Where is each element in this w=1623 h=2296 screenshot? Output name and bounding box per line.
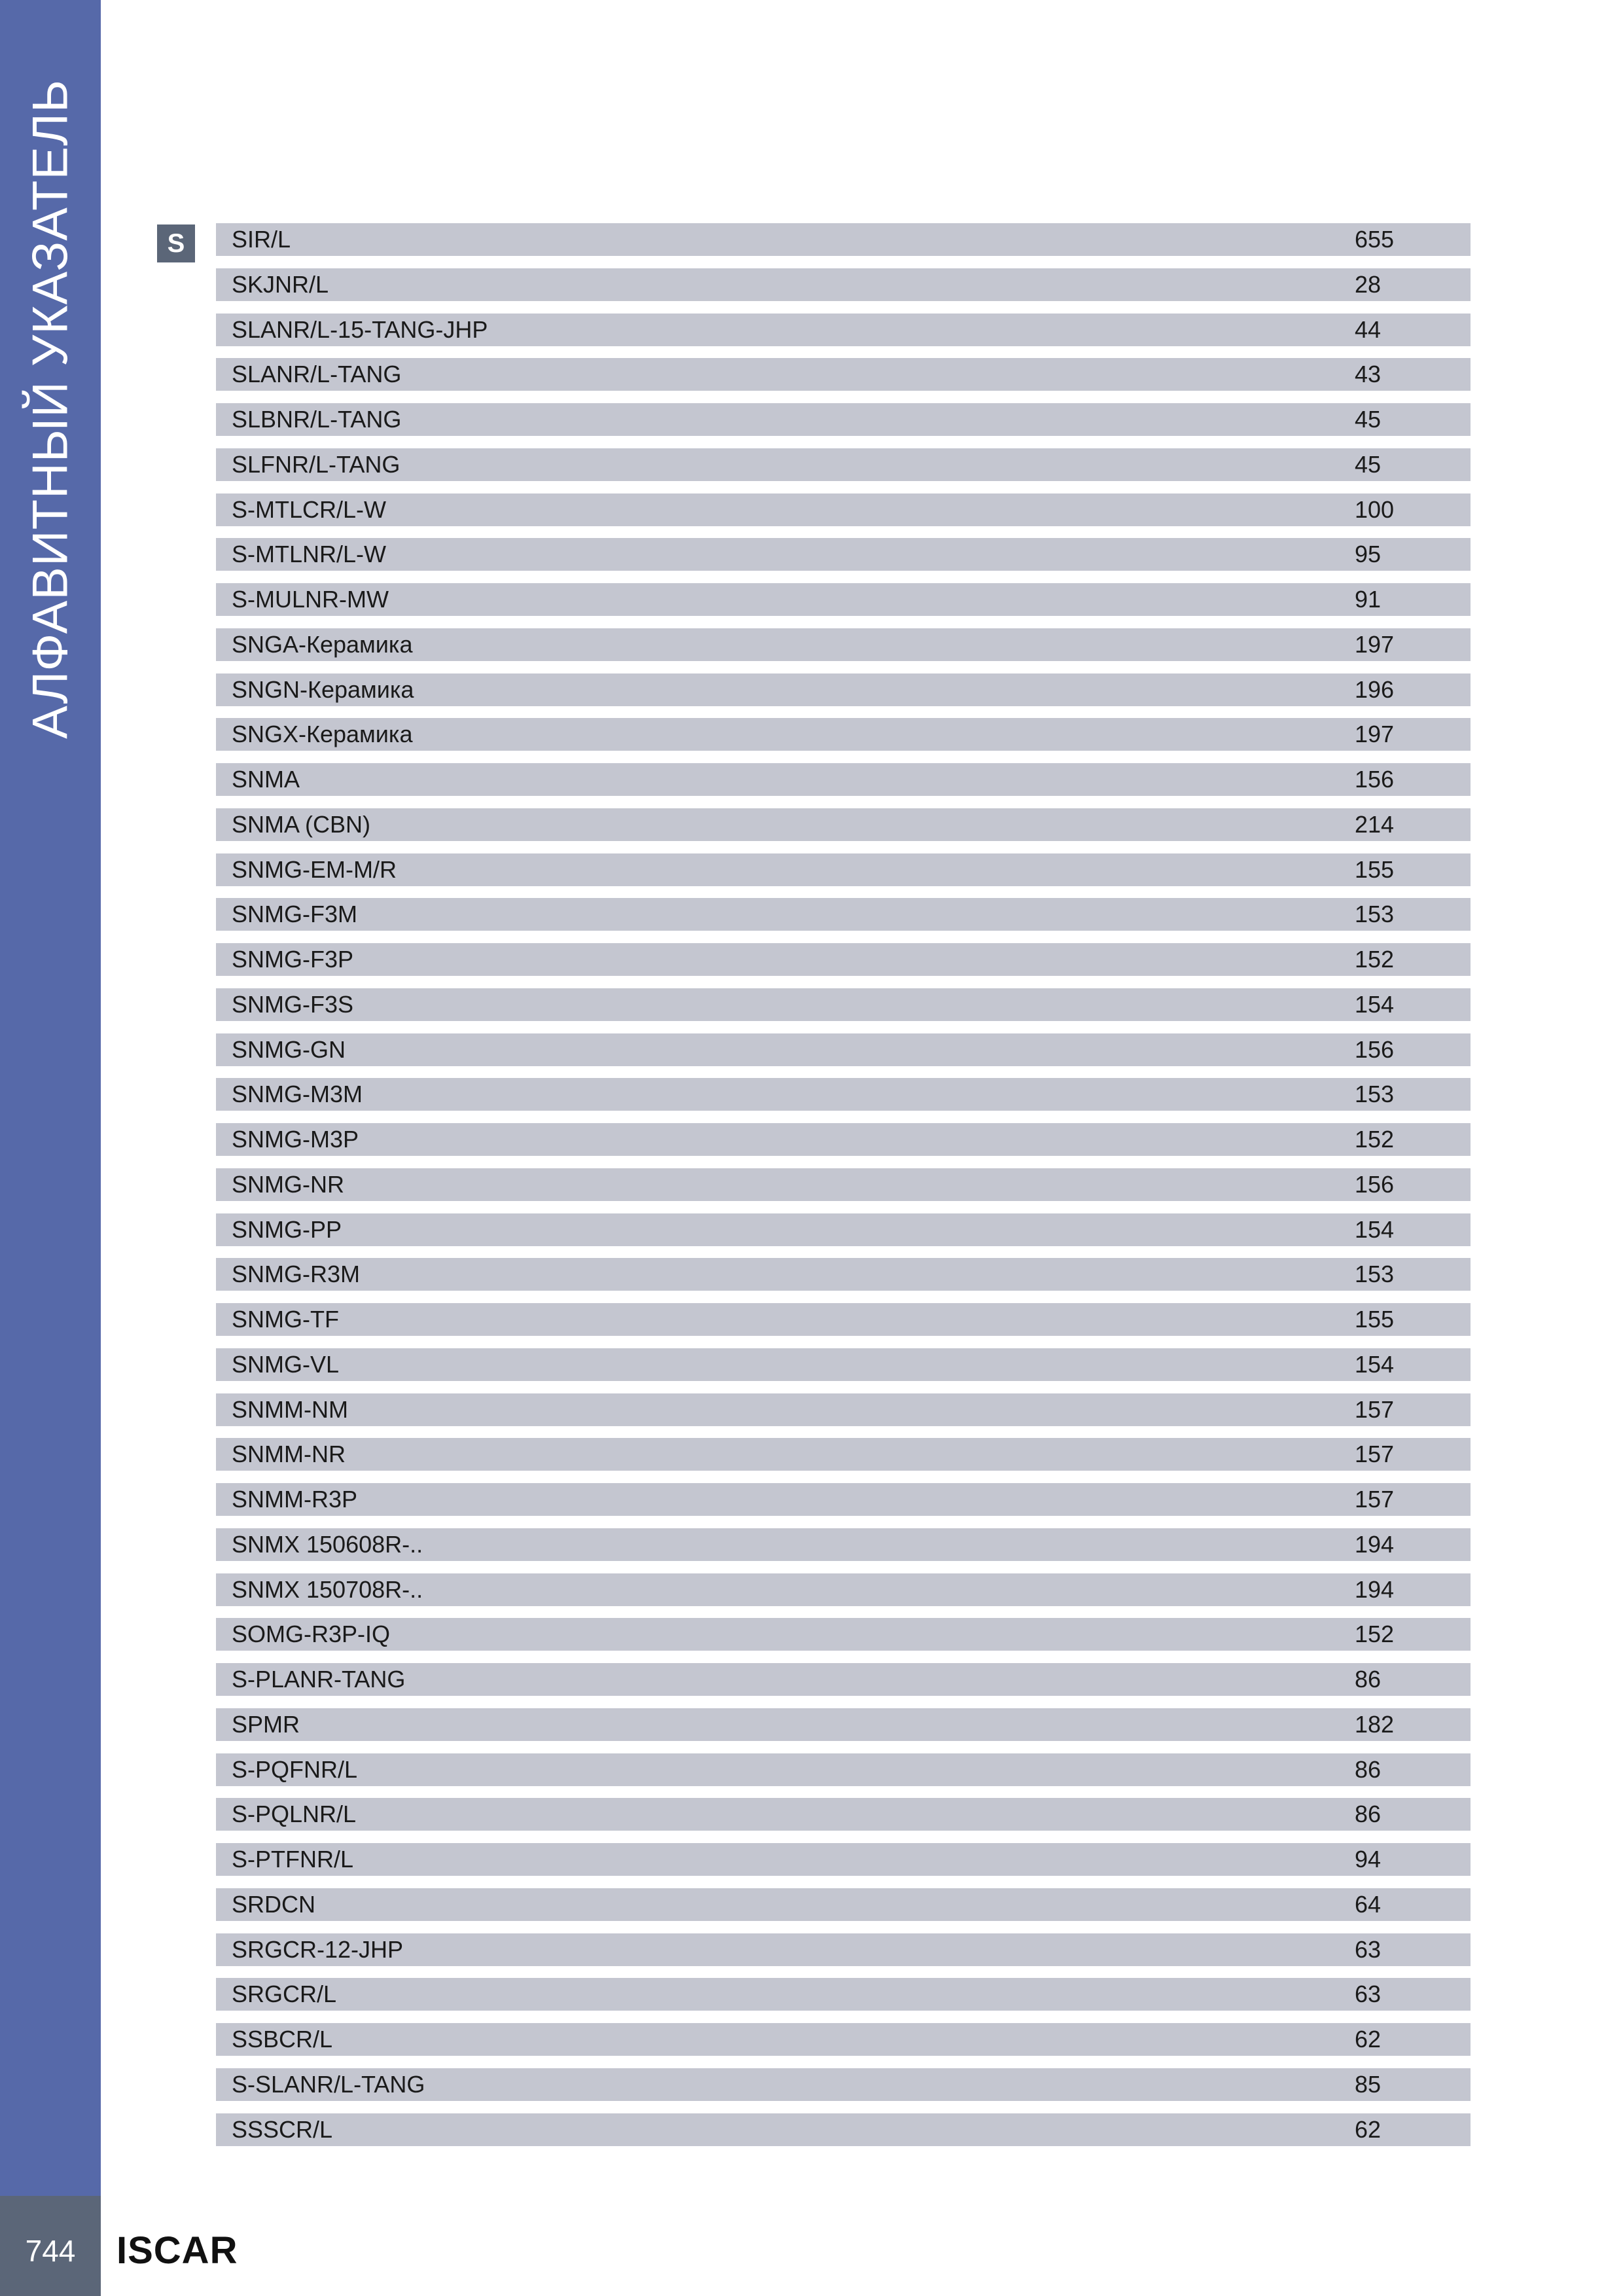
row-page-number: 157: [1355, 1395, 1395, 1423]
row-name: SNMG-F3S: [232, 990, 354, 1018]
row-page-number: 63: [1355, 1935, 1382, 1963]
row-page-number: 94: [1355, 1846, 1382, 1873]
brand-logo: ISCAR: [116, 2229, 238, 2272]
index-row: [216, 1123, 1471, 1156]
row-name: SSBCR/L: [232, 2026, 333, 2053]
row-page-number: 156: [1355, 766, 1395, 793]
row-page-number: 182: [1355, 1710, 1395, 1738]
index-row: [216, 1798, 1471, 1831]
index-row: [216, 1168, 1471, 1201]
index-row: [216, 493, 1471, 526]
row-name: SNMG-GN: [232, 1035, 346, 1063]
row-page-number: 152: [1355, 1621, 1395, 1648]
index-row: [216, 1933, 1471, 1966]
row-page-number: 153: [1355, 1261, 1395, 1288]
row-name: SNMA (CBN): [232, 810, 371, 838]
index-row: [216, 1528, 1471, 1561]
row-name: SNMG-F3M: [232, 901, 357, 928]
row-page-number: 28: [1355, 270, 1382, 298]
row-page-number: 62: [1355, 2115, 1382, 2143]
index-row: [216, 1303, 1471, 1336]
index-row: [216, 1483, 1471, 1516]
row-page-number: 214: [1355, 810, 1395, 838]
row-name: S-MTLNR/L-W: [232, 541, 386, 568]
row-name: SRGCR/L: [232, 1981, 337, 2008]
row-name: SNMG-F3P: [232, 946, 354, 973]
row-name: SNMG-EM-M/R: [232, 855, 397, 883]
section-letter-badge: S: [157, 224, 195, 262]
row-page-number: 194: [1355, 1575, 1395, 1603]
row-page-number: 156: [1355, 1035, 1395, 1063]
row-page-number: 194: [1355, 1530, 1395, 1558]
row-page-number: 154: [1355, 1350, 1395, 1378]
row-name: S-PQFNR/L: [232, 1755, 358, 1783]
row-name: SRDCN: [232, 1890, 316, 1918]
row-name: SNMG-R3M: [232, 1261, 360, 1288]
index-row: [216, 403, 1471, 436]
row-name: SNGA-Керамика: [232, 630, 413, 658]
row-name: SNMG-M3P: [232, 1126, 359, 1153]
index-row: [216, 628, 1471, 661]
row-page-number: 63: [1355, 1981, 1382, 2008]
row-page-number: 155: [1355, 855, 1395, 883]
index-row: [216, 808, 1471, 841]
index-row: [216, 853, 1471, 886]
row-page-number: 44: [1355, 315, 1382, 343]
row-page-number: 156: [1355, 1170, 1395, 1198]
row-page-number: 154: [1355, 990, 1395, 1018]
row-page-number: 655: [1355, 226, 1395, 253]
index-row: [216, 1753, 1471, 1786]
index-row: [216, 1663, 1471, 1696]
row-name: SNGN-Керамика: [232, 675, 414, 703]
row-page-number: 197: [1355, 721, 1395, 748]
row-page-number: 154: [1355, 1215, 1395, 1243]
row-page-number: 157: [1355, 1486, 1395, 1513]
index-row: [216, 718, 1471, 751]
index-row: [216, 1708, 1471, 1741]
index-row: [216, 1978, 1471, 2011]
index-row: [216, 1348, 1471, 1381]
row-name: S-PLANR-TANG: [232, 1666, 406, 1693]
index-row: [216, 1078, 1471, 1111]
row-name: S-MULNR-MW: [232, 586, 389, 613]
row-page-number: 64: [1355, 1890, 1382, 1918]
row-name: SNGX-Керамика: [232, 721, 413, 748]
index-row: [216, 1393, 1471, 1426]
row-page-number: 45: [1355, 406, 1382, 433]
row-name: S-MTLCR/L-W: [232, 495, 386, 523]
row-name: SNMG-PP: [232, 1215, 342, 1243]
index-row: [216, 1618, 1471, 1651]
row-name: SNMG-TF: [232, 1306, 339, 1333]
row-name: SNMX 150608R-..: [232, 1530, 423, 1558]
index-row: [216, 1213, 1471, 1246]
row-page-number: 153: [1355, 901, 1395, 928]
row-name: SLFNR/L-TANG: [232, 450, 401, 478]
row-name: SIR/L: [232, 226, 291, 253]
index-list: [216, 223, 1471, 2158]
row-name: SKJNR/L: [232, 270, 329, 298]
row-page-number: 152: [1355, 1126, 1395, 1153]
row-name: SNMG-NR: [232, 1170, 344, 1198]
row-name: SNMM-R3P: [232, 1486, 358, 1513]
row-name: SNMM-NM: [232, 1395, 348, 1423]
index-row: [216, 763, 1471, 796]
row-page-number: 197: [1355, 630, 1395, 658]
row-page-number: 62: [1355, 2026, 1382, 2053]
row-name: S-SLANR/L-TANG: [232, 2070, 425, 2098]
row-name: SPMR: [232, 1710, 300, 1738]
page-number: 744: [25, 2234, 76, 2268]
row-page-number: 100: [1355, 495, 1395, 523]
index-row: [216, 673, 1471, 706]
index-row: [216, 1258, 1471, 1291]
index-row: [216, 943, 1471, 976]
row-name: SSSCR/L: [232, 2115, 333, 2143]
index-row: [216, 1438, 1471, 1471]
row-page-number: 86: [1355, 1801, 1382, 1828]
row-name: SNMM-NR: [232, 1441, 346, 1468]
index-row: [216, 448, 1471, 481]
row-page-number: 95: [1355, 541, 1382, 568]
row-page-number: 153: [1355, 1081, 1395, 1108]
row-page-number: 157: [1355, 1441, 1395, 1468]
index-row: [216, 538, 1471, 571]
row-name: S-PQLNR/L: [232, 1801, 357, 1828]
index-row: [216, 583, 1471, 616]
index-row: [216, 1573, 1471, 1606]
index-row: [216, 2023, 1471, 2056]
sidebar: [0, 0, 101, 2196]
row-page-number: 43: [1355, 361, 1382, 388]
row-name: SRGCR-12-JHP: [232, 1935, 404, 1963]
row-name: SOMG-R3P-IQ: [232, 1621, 391, 1648]
row-name: SLBNR/L-TANG: [232, 406, 402, 433]
index-row: [216, 1843, 1471, 1876]
row-page-number: 196: [1355, 675, 1395, 703]
index-row: [216, 314, 1471, 346]
row-page-number: 155: [1355, 1306, 1395, 1333]
row-name: SNMG-M3M: [232, 1081, 363, 1108]
index-row: [216, 988, 1471, 1021]
row-name: S-PTFNR/L: [232, 1846, 354, 1873]
index-row: [216, 2113, 1471, 2146]
row-name: SLANR/L-TANG: [232, 361, 402, 388]
row-name: SNMX 150708R-..: [232, 1575, 423, 1603]
index-row: [216, 1033, 1471, 1066]
index-row: [216, 1888, 1471, 1921]
row-name: SNMG-VL: [232, 1350, 340, 1378]
row-name: SNMA: [232, 766, 300, 793]
index-row: [216, 2068, 1471, 2101]
row-page-number: 152: [1355, 946, 1395, 973]
index-row: [216, 358, 1471, 391]
index-row: [216, 223, 1471, 256]
index-row: [216, 898, 1471, 931]
row-page-number: 86: [1355, 1666, 1382, 1693]
row-page-number: 45: [1355, 450, 1382, 478]
index-row: [216, 268, 1471, 301]
sidebar-title: АЛФАВИТНЫЙ УКАЗАТЕЛЬ: [22, 79, 79, 739]
row-page-number: 91: [1355, 586, 1382, 613]
row-name: SLANR/L-15-TANG-JHP: [232, 315, 488, 343]
row-page-number: 85: [1355, 2070, 1382, 2098]
row-page-number: 86: [1355, 1755, 1382, 1783]
